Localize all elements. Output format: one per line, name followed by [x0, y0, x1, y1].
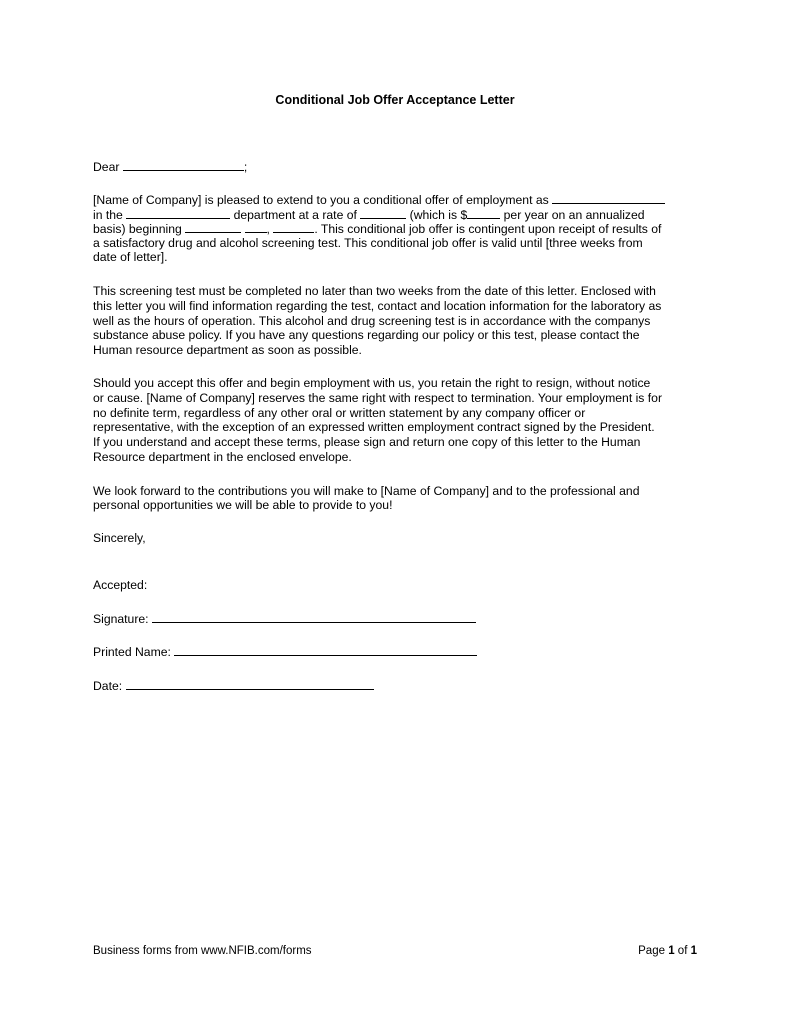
p1-line4: a satisfactory drug and alcohol screening test. This conditional job offer is valid until [three weeks from — [93, 236, 643, 250]
p3-line: Resource department in the enclosed envelope. — [93, 450, 352, 464]
page-total: 1 — [690, 945, 697, 957]
document-title: Conditional Job Offer Acceptance Letter — [275, 93, 515, 107]
p4-line: personal opportunities we will be able to provide to you! — [93, 498, 393, 512]
p2-line: This screening test must be completed no later than two weeks from the date of this letter. Enclosed with — [93, 284, 656, 298]
salutation-prefix: Dear — [93, 160, 123, 174]
p2-line: well as the hours of operation. This alcohol and drug screening test is in accordance with the companys — [93, 314, 651, 328]
p2-line: Human resource department as soon as possible. — [93, 343, 362, 357]
signature-row — [93, 611, 476, 627]
p3-line: If you understand and accept these terms, please sign and return one copy of this letter to the Human — [93, 435, 641, 449]
department-blank[interactable] — [126, 207, 230, 219]
salutation-suffix: ; — [243, 160, 248, 174]
accepted-label: Accepted: — [93, 578, 148, 592]
p1-text: basis) beginning — [93, 222, 186, 236]
p1-text: (which is $ — [406, 208, 468, 222]
p3-line: no definite term, regardless of any other oral or written statement by any company officer or — [93, 406, 586, 420]
printed-name-field[interactable] — [174, 644, 477, 656]
date-row — [93, 678, 374, 694]
printed-name-row — [93, 644, 477, 660]
page-prefix: Page — [638, 945, 669, 957]
p2-line: substance abuse policy. If you have any questions regarding our policy or this test, please contact the — [93, 328, 640, 342]
p3-line: Should you accept this offer and begin employment with us, you retain the right to resign, without notice — [93, 376, 651, 390]
page-number — [638, 945, 697, 957]
page-current: 1 — [668, 945, 675, 957]
p1-text: department at a rate of — [230, 208, 361, 222]
annual-amount-blank[interactable] — [467, 207, 500, 219]
p1-text: [Name of Company] is pleased to extend to you a conditional offer of employment as — [93, 193, 553, 207]
salutation — [93, 159, 247, 175]
footer-source-link[interactable]: Business forms from www.NFIB.com/forms — [93, 945, 312, 957]
start-day-blank[interactable] — [245, 221, 267, 233]
p1-text: per year on an annualized — [500, 208, 645, 222]
p3-line: or cause. [Name of Company] reserves the same right with respect to termination. Your employment is for — [93, 391, 663, 405]
date-field[interactable] — [126, 678, 374, 690]
p1-line3 — [93, 221, 661, 237]
page-of: of — [674, 945, 691, 957]
closing: Sincerely, — [93, 531, 146, 545]
p1-text: , — [266, 222, 274, 236]
position-blank[interactable] — [552, 192, 665, 204]
p1-line1 — [93, 192, 665, 208]
signature-field[interactable] — [152, 611, 476, 623]
p4-line: We look forward to the contributions you will make to [Name of Company] and to the professional and — [93, 484, 640, 498]
printed-name-label: Printed Name: — [93, 645, 175, 659]
rate-blank[interactable] — [360, 207, 406, 219]
p3-line: representative, with the exception of an expressed written employment contract signed by the President. — [93, 420, 655, 434]
recipient-name-blank[interactable] — [123, 159, 244, 171]
start-year-blank[interactable] — [273, 221, 314, 233]
date-label: Date: — [93, 679, 126, 693]
p1-line5: date of letter]. — [93, 250, 168, 264]
start-month-blank[interactable] — [185, 221, 241, 233]
p1-text: in the — [93, 208, 127, 222]
signature-label: Signature: — [93, 612, 152, 626]
p2-line: this letter you will find information regarding the test, contact and location information for the laboratory as — [93, 299, 662, 313]
p1-text: . This conditional job offer is contingent upon receipt of results of — [314, 222, 662, 236]
